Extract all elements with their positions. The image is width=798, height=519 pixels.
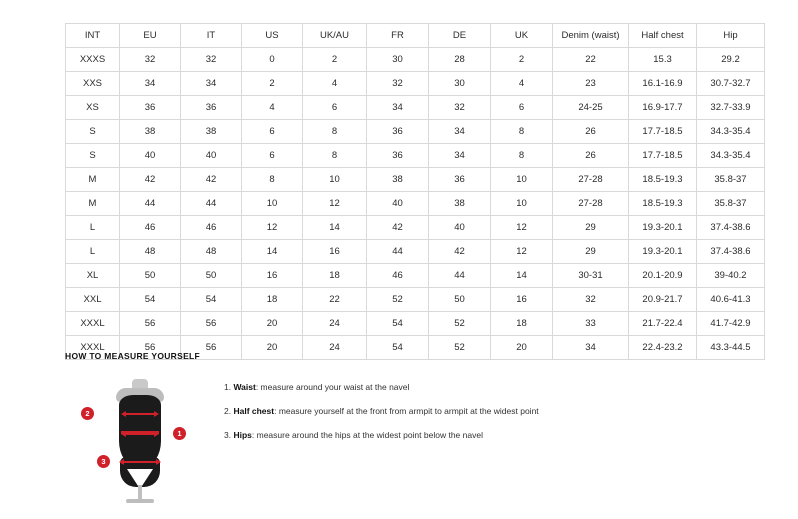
column-header: IT [181,24,242,48]
cell: L [66,240,120,264]
cell: 32 [367,72,429,96]
cell: 17.7-18.5 [629,120,697,144]
cell: 18 [303,264,367,288]
cell: 42 [367,216,429,240]
cell: 14 [491,264,553,288]
table-row [66,240,765,264]
cell: 34 [367,96,429,120]
table-header-row [66,24,765,48]
cell: 40 [429,216,491,240]
cell: 50 [429,288,491,312]
cell: 52 [367,288,429,312]
cell: 48 [181,240,242,264]
measure-body [65,371,735,498]
cell: 48 [120,240,181,264]
cell: 24 [303,312,367,336]
marker-hips: 3 [97,455,110,468]
list-item [224,405,735,417]
cell: 8 [491,120,553,144]
cell: S [66,120,120,144]
cell: L [66,216,120,240]
cell: 40.6-41.3 [697,288,765,312]
table-row [66,288,765,312]
cell: 26 [553,144,629,168]
cell: 8 [303,144,367,168]
cell: 38 [181,120,242,144]
cell: 10 [242,192,303,216]
cell: 44 [429,264,491,288]
cell: 32 [120,48,181,72]
column-header: Denim (waist) [553,24,629,48]
cell: 36 [429,168,491,192]
cell: 10 [491,168,553,192]
table-row [66,216,765,240]
cell: 27-28 [553,168,629,192]
cell: 16 [303,240,367,264]
cell: 30-31 [553,264,629,288]
table-row [66,168,765,192]
cell: 46 [181,216,242,240]
cell: XXS [66,72,120,96]
cell: 44 [181,192,242,216]
table-row [66,120,765,144]
table-row [66,264,765,288]
column-header: US [242,24,303,48]
cell: 6 [303,96,367,120]
cell: 42 [120,168,181,192]
cell: 35.8-37 [697,192,765,216]
cell: 4 [242,96,303,120]
cell: 54 [120,288,181,312]
waist-measure-arrow-icon [125,433,155,435]
cell: 41.7-42.9 [697,312,765,336]
marker-waist: 1 [173,427,186,440]
cell: 20 [491,336,553,360]
cell: 42 [429,240,491,264]
cell: 20 [242,336,303,360]
cell: 35.8-37 [697,168,765,192]
hips-measure-arrow-icon [123,461,157,463]
cell: 32 [181,48,242,72]
cell: 34 [429,144,491,168]
column-header: UK [491,24,553,48]
column-header: INT [66,24,120,48]
cell: 16 [491,288,553,312]
cell: 38 [429,192,491,216]
note-term: Hips [233,430,252,440]
cell: 46 [367,264,429,288]
cell: 4 [491,72,553,96]
cell: 54 [181,288,242,312]
table-row [66,72,765,96]
cell: 56 [181,336,242,360]
cell: 40 [120,144,181,168]
cell: 40 [181,144,242,168]
cell: 34.3-35.4 [697,120,765,144]
cell: 32 [553,288,629,312]
cell: 4 [303,72,367,96]
cell: 0 [242,48,303,72]
cell: 38 [120,120,181,144]
cell: M [66,192,120,216]
cell: 37.4-38.6 [697,240,765,264]
cell: 22.4-23.2 [629,336,697,360]
column-header: DE [429,24,491,48]
table-row [66,192,765,216]
cell: 46 [120,216,181,240]
note-text: : measure around your waist at the navel [255,382,410,392]
cell: XXXL [66,312,120,336]
cell: XXL [66,288,120,312]
cell: 6 [242,144,303,168]
cell: 38 [367,168,429,192]
cell: 32 [429,96,491,120]
cell: 34.3-35.4 [697,144,765,168]
note-term: Half chest [233,406,275,416]
cell: 8 [303,120,367,144]
cell: 30.7-32.7 [697,72,765,96]
cell: 56 [181,312,242,336]
cell: 10 [491,192,553,216]
cell: XXXL [66,336,120,360]
cell: 6 [491,96,553,120]
cell: 34 [553,336,629,360]
cell: 6 [242,120,303,144]
cell: 40 [367,192,429,216]
cell: 18.5-19.3 [629,168,697,192]
column-header: EU [120,24,181,48]
cell: 8 [491,144,553,168]
cell: 43.3-44.5 [697,336,765,360]
cell: 15.3 [629,48,697,72]
cell: 36 [120,96,181,120]
cell: 20.1-20.9 [629,264,697,288]
cell: 27-28 [553,192,629,216]
note-number: 1. [224,382,232,392]
cell: 21.7-22.4 [629,312,697,336]
cell: 34 [429,120,491,144]
how-to-measure-section [65,351,735,498]
mannequin-illustration [80,373,200,498]
cell: 36 [367,120,429,144]
cell: 54 [367,312,429,336]
half-chest-measure-arrow-icon [125,413,155,415]
cell: 16.9-17.7 [629,96,697,120]
note-text: : measure around the hips at the widest point below the navel [251,430,483,440]
cell: 18.5-19.3 [629,192,697,216]
list-item [224,381,735,393]
cell: 32.7-33.9 [697,96,765,120]
cell: 19.3-20.1 [629,240,697,264]
column-header: UK/AU [303,24,367,48]
marker-half-chest: 2 [81,407,94,420]
cell: 36 [367,144,429,168]
cell: 14 [242,240,303,264]
measure-notes-list [224,381,735,453]
cell: 33 [553,312,629,336]
cell: 2 [242,72,303,96]
table-row [66,144,765,168]
cell: 28 [429,48,491,72]
cell: 20 [242,312,303,336]
cell: 36 [181,96,242,120]
cell: 20.9-21.7 [629,288,697,312]
table-row [66,48,765,72]
cell: 12 [242,216,303,240]
cell: S [66,144,120,168]
note-number: 2. [224,406,232,416]
cell: 26 [553,120,629,144]
cell: XXXS [66,48,120,72]
cell: 2 [491,48,553,72]
cell: 34 [120,72,181,96]
size-table-container [65,23,751,360]
cell: 56 [120,336,181,360]
cell: 37.4-38.6 [697,216,765,240]
cell: 50 [120,264,181,288]
cell: 54 [367,336,429,360]
cell: 24-25 [553,96,629,120]
mannequin-stand-base [126,499,154,503]
column-header: FR [367,24,429,48]
cell: 24 [303,336,367,360]
cell: 23 [553,72,629,96]
cell: 42 [181,168,242,192]
cell: 17.7-18.5 [629,144,697,168]
section-title: HOW TO MEASURE YOURSELF [65,351,201,361]
note-term: Waist [233,382,256,392]
cell: 19.3-20.1 [629,216,697,240]
cell: 30 [367,48,429,72]
cell: 39-40.2 [697,264,765,288]
cell: 22 [553,48,629,72]
cell: 14 [303,216,367,240]
cell: 52 [429,336,491,360]
cell: 8 [242,168,303,192]
column-header: Hip [697,24,765,48]
cell: 16.1-16.9 [629,72,697,96]
cell: M [66,168,120,192]
cell: 29 [553,216,629,240]
column-header: Half chest [629,24,697,48]
cell: 10 [303,168,367,192]
cell: 29 [553,240,629,264]
cell: XS [66,96,120,120]
cell: 16 [242,264,303,288]
cell: 18 [491,312,553,336]
cell: 29.2 [697,48,765,72]
cell: 30 [429,72,491,96]
cell: 52 [429,312,491,336]
size-conversion-table [65,23,765,360]
cell: 50 [181,264,242,288]
cell: 12 [491,240,553,264]
table-row [66,312,765,336]
cell: 34 [181,72,242,96]
table-row [66,96,765,120]
cell: 56 [120,312,181,336]
cell: 22 [303,288,367,312]
note-number: 3. [224,430,232,440]
note-text: : measure yourself at the front from armpit to armpit at the widest point [274,406,539,416]
cell: 44 [367,240,429,264]
cell: 44 [120,192,181,216]
list-item [224,429,735,441]
cell: 18 [242,288,303,312]
cell: 12 [491,216,553,240]
cell: 12 [303,192,367,216]
cell: XL [66,264,120,288]
cell: 2 [303,48,367,72]
